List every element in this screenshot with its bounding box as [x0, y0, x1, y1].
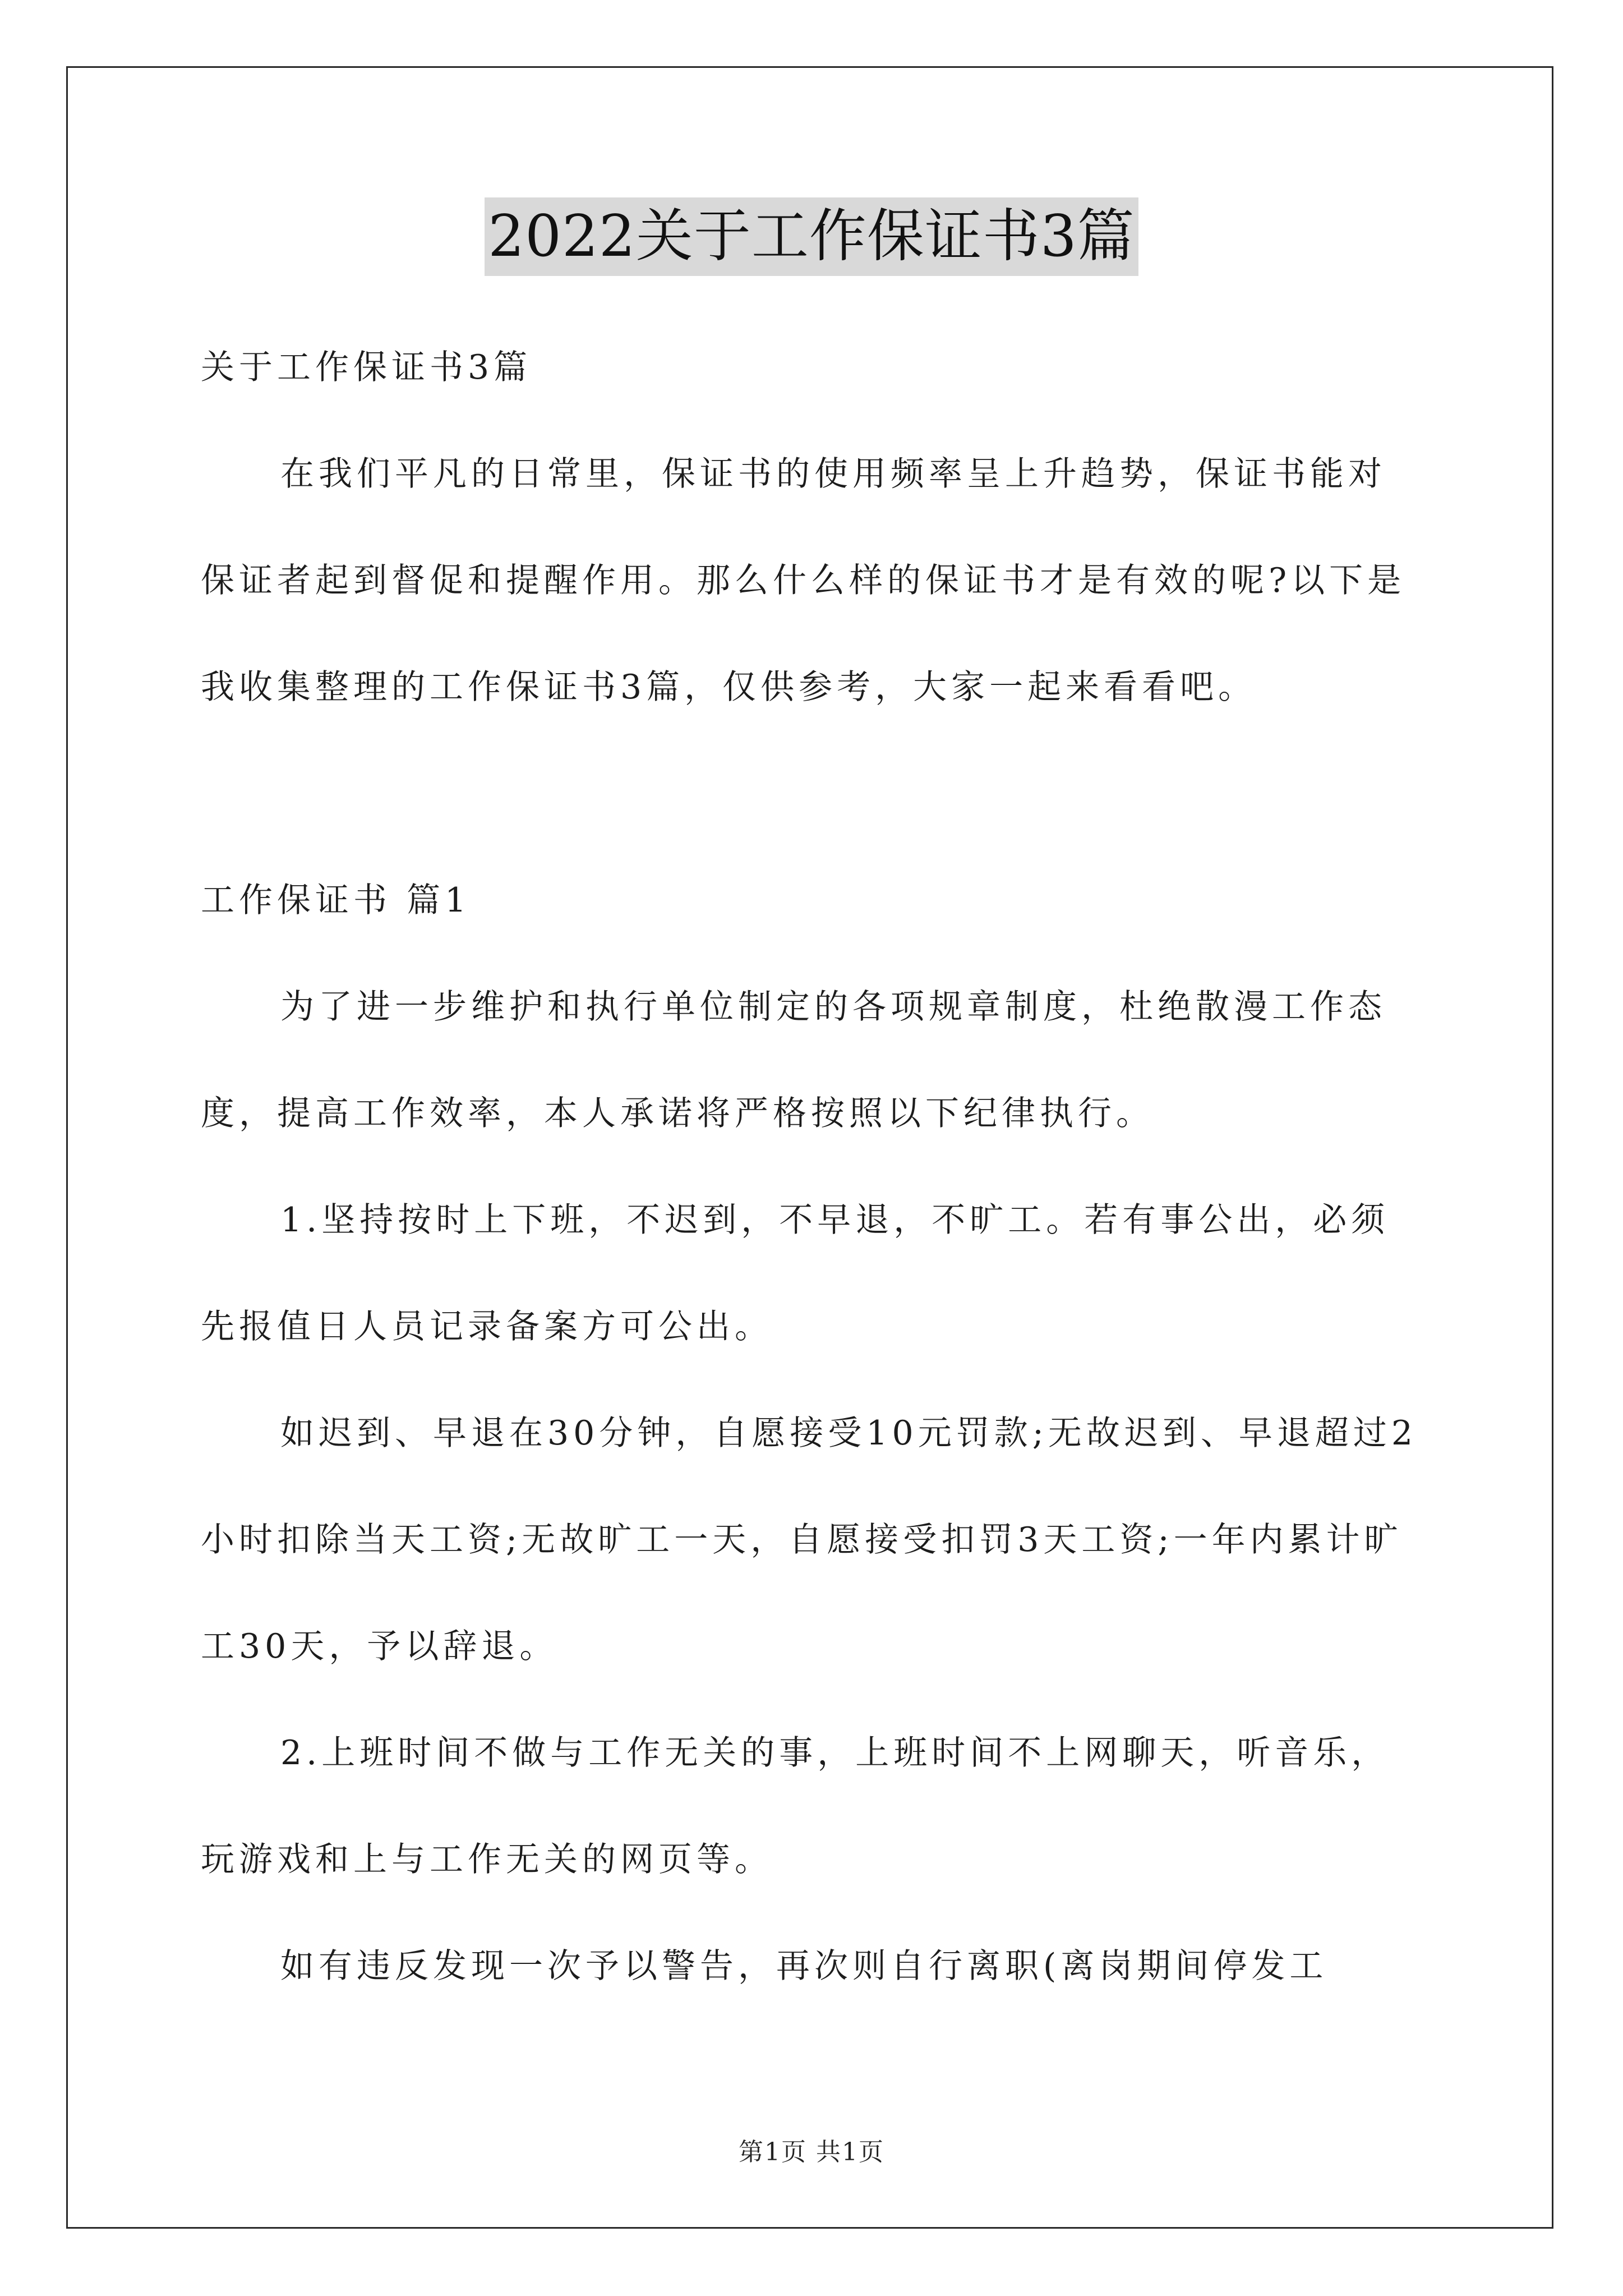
page-footer: 第1页 共1页 — [739, 2138, 884, 2166]
body-paragraph: 为了进一步维护和执行单位制定的各项规章制度，杜绝散漫工作态度，提高工作效率，本人承诺将严格按照以下纪律执行。 — [201, 987, 1386, 1133]
title-container — [0, 197, 1623, 276]
rule-item-1-penalty: 如迟到、早退在30分钟，自愿接受10元罚款;无故迟到、早退超过2小时扣除当天工资;无故旷工一天，自愿接受扣罚3天工资;一年内累计旷工30天，予以辞退。 — [201, 1414, 1418, 1666]
document-title: 2022关于工作保证书3篇 — [485, 197, 1138, 276]
document-body — [201, 314, 1423, 2019]
document-subtitle: 关于工作保证书3篇 — [201, 348, 532, 387]
section-spacer — [201, 740, 1423, 847]
rule-item-2: 2.上班时间不做与工作无关的事，上班时间不上网聊天，听音乐，玩游戏和上与工作无关的网页等。 — [201, 1733, 1390, 1879]
rule-item-1: 1.坚持按时上下班，不迟到，不早退，不旷工。若有事公出，必须先报值日人员记录备案方可公出。 — [201, 1200, 1390, 1346]
section-heading: 工作保证书 篇1 — [201, 881, 471, 920]
intro-paragraph: 在我们平凡的日常里，保证书的使用频率呈上升趋势，保证书能对保证者起到督促和提醒作用。那么什么样的保证书才是有效的呢?以下是我收集整理的工作保证书3篇，仅供参考，大家一起来看看吧。 — [201, 454, 1406, 707]
rule-item-2-penalty: 如有违反发现一次予以警告，再次则自行离职(离岗期间停发工 — [280, 1947, 1328, 1986]
